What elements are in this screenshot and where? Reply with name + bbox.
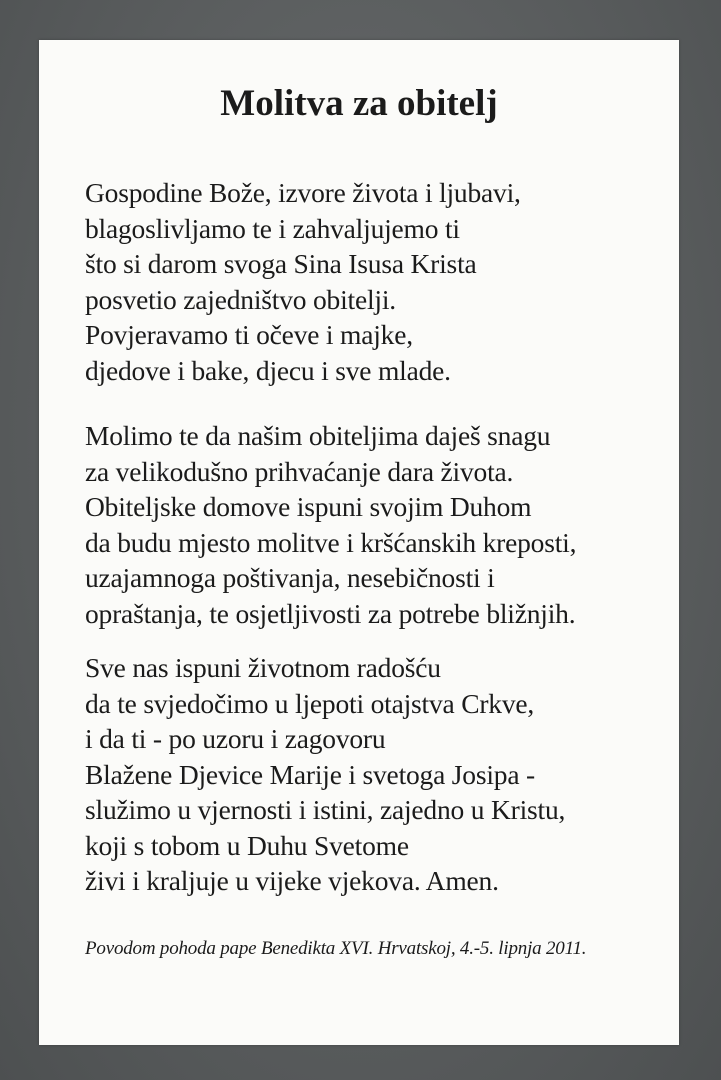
prayer-line: živi i kraljuje u vijeke vjekova. Amen. (85, 865, 499, 896)
prayer-line: Molimo te da našim obiteljima daješ snagu (85, 420, 551, 451)
prayer-line: Sve nas ispuni životnom radošću (85, 652, 441, 683)
prayer-line: što si darom svoga Sina Isusa Krista (85, 248, 477, 279)
prayer-line: koji s tobom u Duhu Svetome (85, 829, 409, 861)
prayer-line: posvetio zajedništvo obitelji. (85, 283, 396, 315)
stanza-2 (85, 418, 665, 631)
prayer-line: uzajamnoga poštivanja, nesebičnosti i (85, 562, 495, 593)
prayer-line: blagoslivljamo te i zahvaljujemo ti (85, 212, 460, 244)
prayer-line: opraštanja, te osjetljivosti za potrebe bližnjih. (85, 597, 576, 629)
prayer-line: Gospodine Bože, izvore života i ljubavi, (85, 177, 521, 208)
stanza-1 (85, 175, 665, 388)
prayer-line: za velikodušno prihvaćanje dara života. (85, 455, 514, 487)
prayer-line: da budu mjesto molitve i kršćanskih kreposti, (85, 526, 577, 558)
prayer-line: služimo u vjernosti i istini, zajedno u Kristu, (85, 794, 566, 825)
stanza-3 (85, 650, 665, 899)
prayer-title: Molitva za obitelj (220, 83, 498, 124)
prayer-line: Obiteljske domove ispuni svojim Duhom (85, 491, 532, 522)
prayer-card (39, 40, 679, 1045)
footnote: Povodom pohoda pape Benedikta XVI. Hrvatskoj, 4.-5. lipnja 2011. (85, 938, 587, 959)
prayer-line: Povjeravamo ti očeve i majke, (85, 319, 413, 350)
prayer-line: djedove i bake, djecu i sve mlade. (85, 354, 451, 386)
prayer-line: i da ti - po uzoru i zagovoru (85, 723, 386, 754)
prayer-line: Blažene Djevice Marije i svetoga Josipa - (85, 758, 535, 790)
prayer-line: da te svjedočimo u ljepoti otajstva Crkve, (85, 687, 535, 719)
